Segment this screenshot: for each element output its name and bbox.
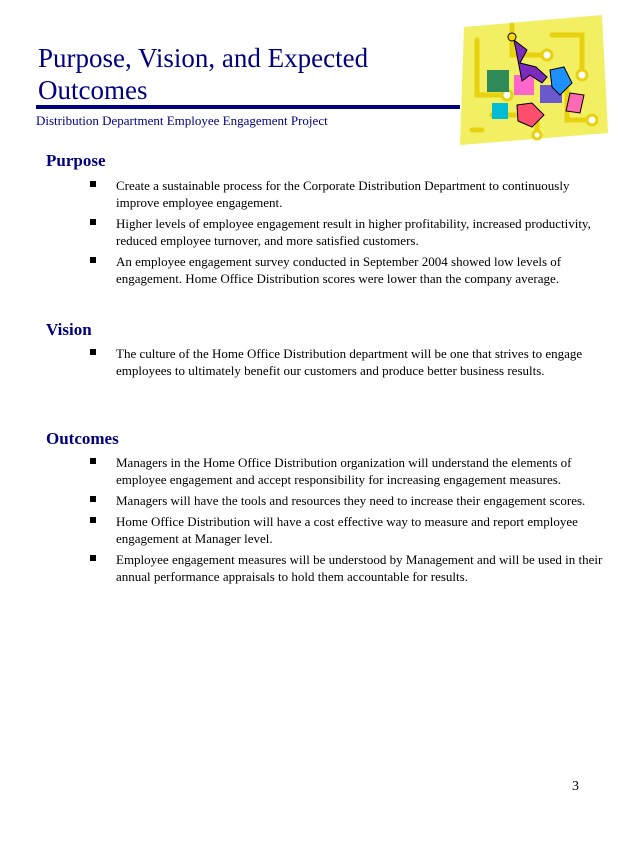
- list-item: [88, 513, 603, 547]
- title-underline: [36, 105, 460, 109]
- section-heading-outcomes: Outcomes: [46, 429, 119, 448]
- list-item: [88, 345, 603, 379]
- bullet-square-icon: [90, 458, 96, 464]
- bullet-square-icon: [90, 181, 96, 187]
- vision-list: [88, 345, 603, 383]
- page-title: Purpose, Vision, and Expected Outcomes: [38, 43, 369, 105]
- section-heading-vision: Vision: [46, 320, 92, 339]
- bullet-square-icon: [90, 349, 96, 355]
- bullet-square-icon: [90, 219, 96, 225]
- purpose-list: [88, 177, 603, 291]
- list-item-text: An employee engagement survey conducted in September 2004 showed low levels of engagement. Home Office Distribution scores were lower than the company average.: [116, 254, 562, 286]
- list-item: [88, 454, 603, 488]
- page-number: 3: [572, 779, 579, 794]
- bullet-square-icon: [90, 257, 96, 263]
- list-item-text: Employee engagement measures will be understood by Management and will be used in their annual performance appraisals to hold them accountable for results.: [116, 552, 603, 584]
- list-item: [88, 177, 603, 211]
- list-item-text: Home Office Distribution will have a cost effective way to measure and report employee engagement at Manager level.: [116, 514, 578, 546]
- bullet-square-icon: [90, 555, 96, 561]
- list-item-text: Managers will have the tools and resources they need to increase their engagement scores.: [116, 493, 586, 508]
- bullet-square-icon: [90, 496, 96, 502]
- list-item-text: Managers in the Home Office Distribution organization will understand the elements of employee engagement and accept responsibility for increasing engagement measures.: [116, 455, 572, 487]
- list-item-text: Higher levels of employee engagement result in higher profitability, increased productivity, reduced employee turnover, and more satisfied customers.: [116, 216, 591, 248]
- list-item-text: Create a sustainable process for the Corporate Distribution Department to continuously improve employee engagement.: [116, 178, 570, 210]
- list-item: [88, 551, 603, 585]
- list-item: [88, 492, 603, 509]
- section-heading-purpose: Purpose: [46, 151, 106, 170]
- list-item-text: The culture of the Home Office Distribution department will be one that strives to engage employees to ultimately benefit our customers and produce better business results.: [116, 346, 583, 378]
- list-item: [88, 215, 603, 249]
- bullet-square-icon: [90, 517, 96, 523]
- page-subtitle: Distribution Department Employee Engagement Project: [36, 113, 328, 128]
- teamwork-clipart-icon: [452, 15, 612, 145]
- list-item: [88, 253, 603, 287]
- outcomes-list: [88, 454, 603, 589]
